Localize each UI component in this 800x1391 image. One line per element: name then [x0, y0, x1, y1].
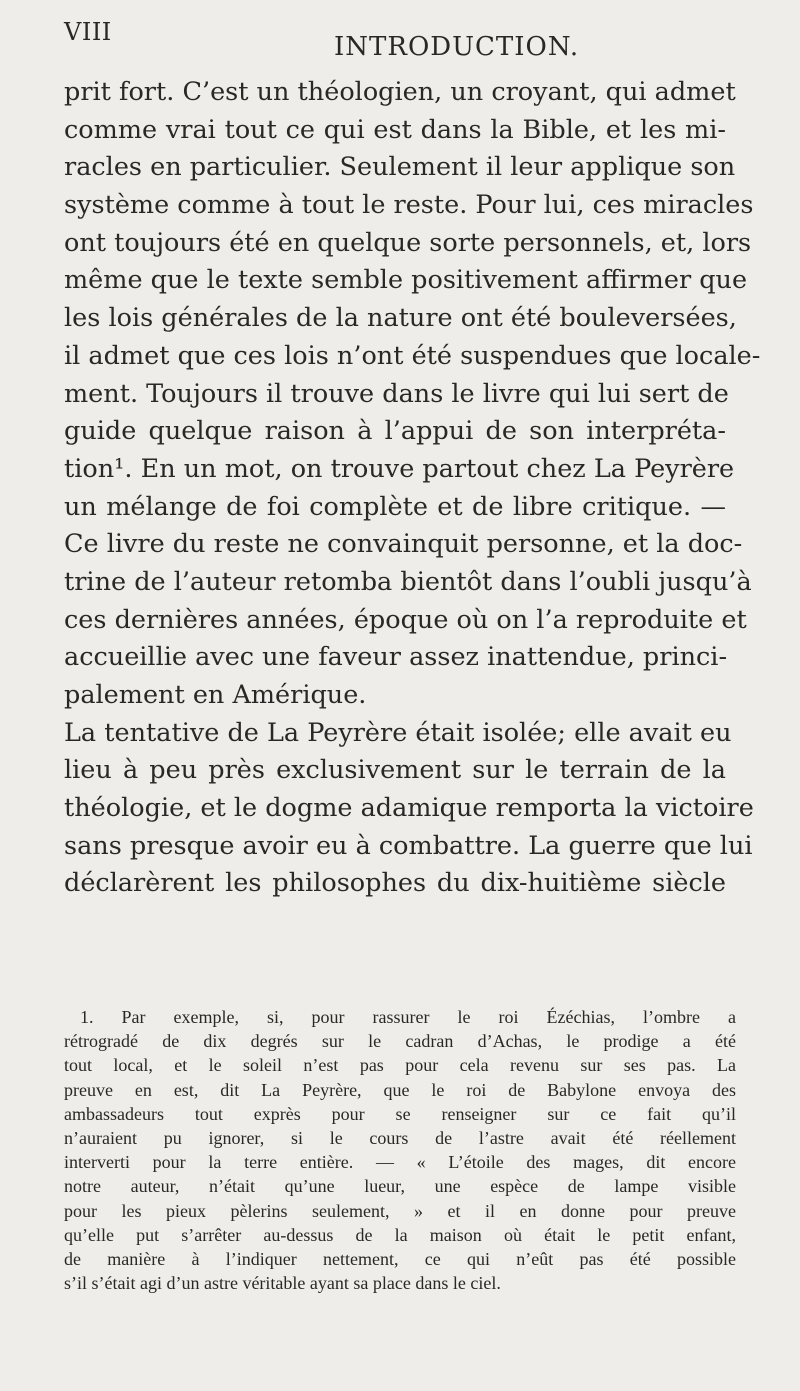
- main-text: [64, 74, 761, 903]
- text-line: ont toujours été en quelque sorte personnels, et, lors: [64, 227, 752, 258]
- footnote-line: rétrogradé de dix degrés sur le cadran d’Achas, le prodige a été: [64, 1031, 736, 1052]
- text-line: système comme à tout le reste. Pour lui, ces miracles: [64, 190, 754, 221]
- footnote-line: notre auteur, n’était qu’une lueur, une espèce de lampe visible: [64, 1176, 736, 1197]
- footnote-line: qu’elle put s’arrêter au-dessus de la maison où était le petit enfant,: [64, 1224, 736, 1245]
- footnote-line: interverti pour la terre entière. — « L’étoile des mages, dit encore: [64, 1152, 736, 1173]
- text-line: déclarèrent les philosophes du dix-huitième siècle: [64, 868, 726, 899]
- footnote-line: 1. Par exemple, si, pour rassurer le roi Ézéchias, l’ombre a: [80, 1007, 736, 1027]
- text-line: Ce livre du reste ne convainquit personne, et la doc-: [64, 529, 743, 560]
- page-number: VIII: [64, 18, 112, 46]
- text-line: comme vrai tout ce qui est dans la Bible, et les mi-: [64, 114, 726, 145]
- text-line: La tentative de La Peyrère était isolée; elle avait eu: [64, 717, 732, 748]
- text-line: sans presque avoir eu à combattre. La guerre que lui: [64, 830, 753, 861]
- footnote-line: pour les pieux pèlerins seulement, » et il en donne pour preuve: [64, 1200, 736, 1221]
- text-line: tion¹. En un mot, on trouve partout chez La Peyrère: [64, 453, 735, 484]
- footnote-line: preuve en est, dit La Peyrère, que le roi de Babylone envoya des: [64, 1079, 736, 1100]
- text-line: lieu à peu près exclusivement sur le terrain de la: [64, 755, 726, 786]
- footnote-line: ambassadeurs tout exprès pour se renseigner sur ce fait qu’il: [64, 1103, 736, 1124]
- text-line: palement en Amérique.: [64, 680, 367, 710]
- text-line: même que le texte semble positivement affirmer que: [64, 265, 748, 296]
- footnote-line: de manière à l’indiquer nettement, ce qui n’eût pas été possible: [64, 1248, 736, 1269]
- text-line: racles en particulier. Seulement il leur applique son: [64, 152, 736, 183]
- text-line: trine de l’auteur retomba bientôt dans l’oubli jusqu’à: [64, 566, 752, 597]
- text-line: ces dernières années, époque où on l’a reproduite et: [64, 604, 747, 635]
- footnote: [64, 1005, 736, 1295]
- text-line: un mélange de foi complète et de libre critique. —: [64, 491, 726, 522]
- text-line: ment. Toujours il trouve dans le livre qui lui sert de: [64, 378, 729, 409]
- text-line: théologie, et le dogme adamique remporta la victoire: [64, 793, 754, 824]
- text-line: il admet que ces lois n’ont été suspendues que locale-: [64, 340, 761, 371]
- text-line: guide quelque raison à l’appui de son interpréta-: [64, 416, 726, 447]
- footnote-line: tout local, et le soleil n’est pas pour cela revenu sur ses pas. La: [64, 1055, 736, 1076]
- running-head: INTRODUCTION.: [334, 32, 580, 62]
- page-header: [64, 18, 736, 78]
- footnote-line: n’auraient pu ignorer, si le cours de l’astre avait été réellement: [64, 1127, 736, 1148]
- text-line: les lois générales de la nature ont été bouleversées,: [64, 303, 737, 334]
- text-line: accueillie avec une faveur assez inattendue, princi-: [64, 642, 728, 673]
- text-line: prit fort. C’est un théologien, un croyant, qui admet: [64, 77, 736, 107]
- footnote-line: s’il s’était agi d’un astre véritable ayant sa place dans le ciel.: [64, 1273, 501, 1294]
